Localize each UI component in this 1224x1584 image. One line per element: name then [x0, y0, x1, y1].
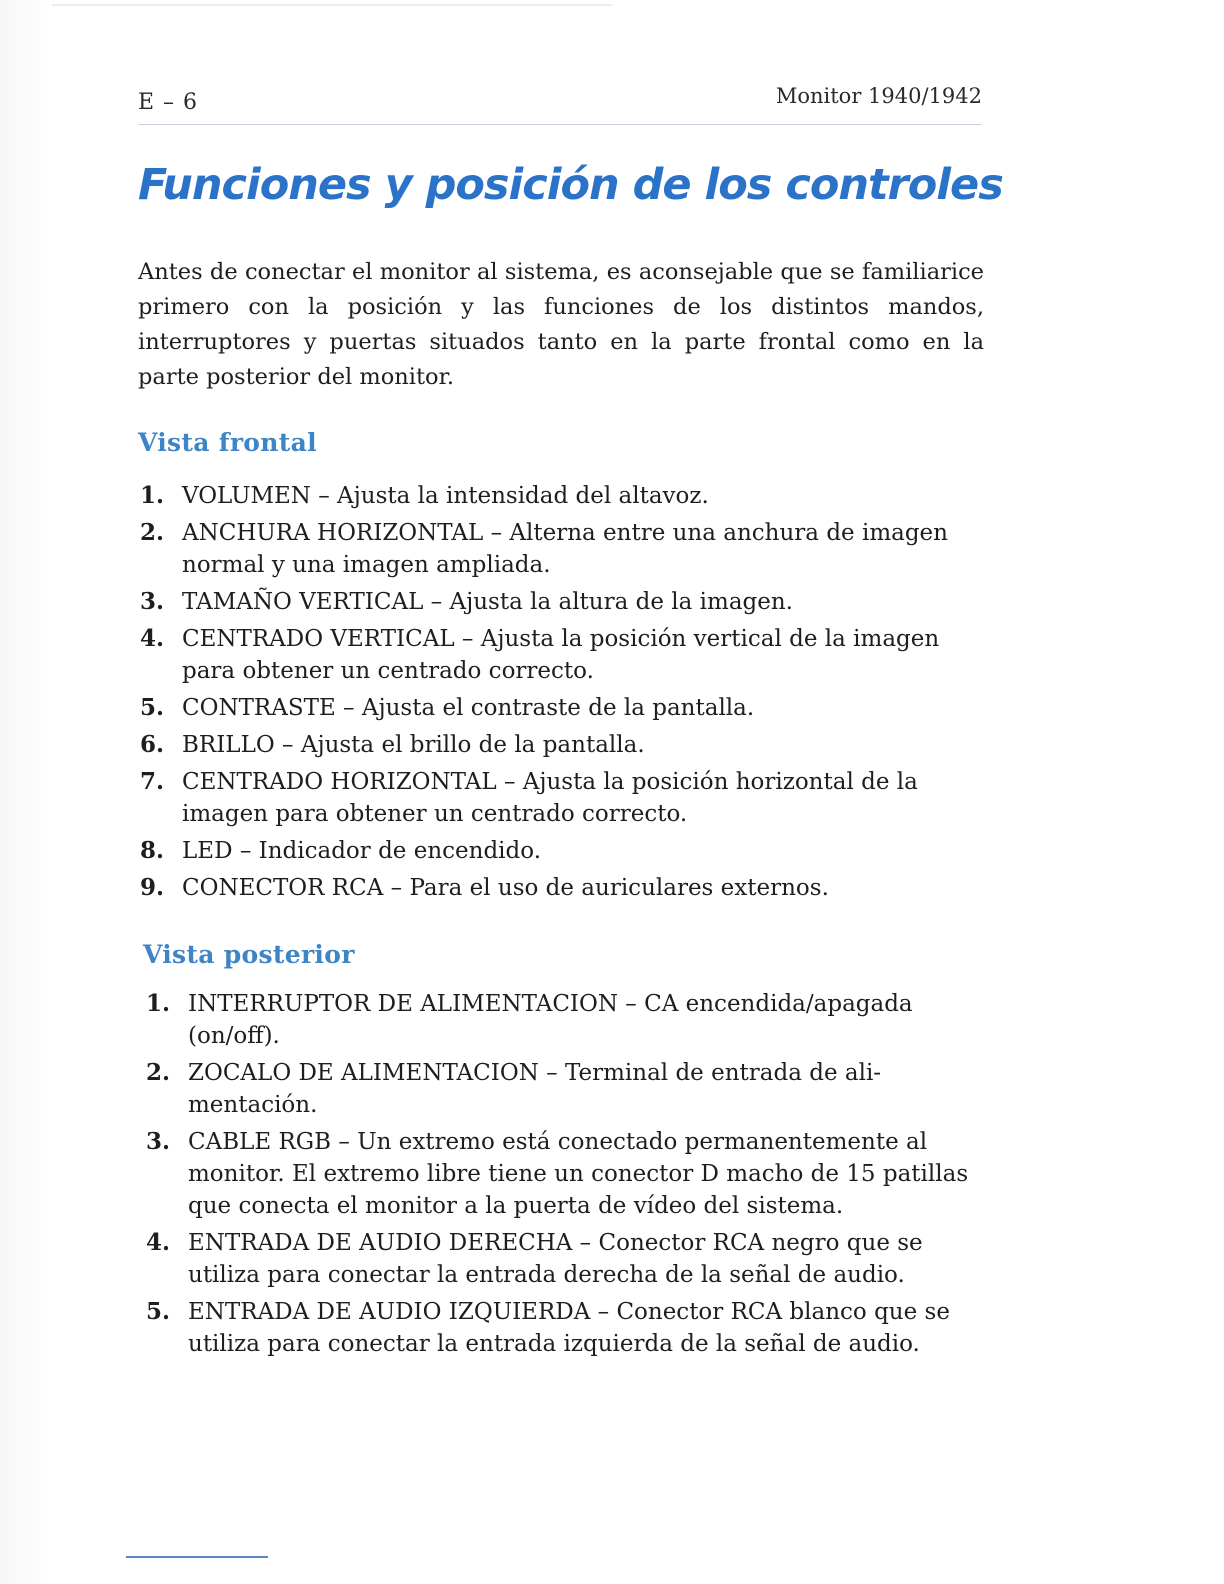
intro-paragraph: Antes de conectar el monitor al sistema, es aconsejable que se familiarice primero con la posición y las funciones de los distintos mandos, interruptores y puertas situados tanto en la parte frontal como en la parte posterior del monitor. [138, 259, 984, 390]
document-title: Monitor 1940/1942 [775, 84, 982, 108]
item-text: BRILLO – Ajusta el brillo de la pantalla. [182, 732, 645, 758]
item-number: 7. [140, 768, 165, 795]
section-title-rear-view: Vista posterior [143, 940, 355, 969]
scan-edge [52, 4, 612, 6]
item-text: ZOCALO DE ALIMENTACION – Terminal de entrada de alimentación. [188, 1060, 882, 1118]
item-number: 4. [146, 1229, 171, 1256]
list-item [146, 1227, 986, 1291]
list-item [140, 586, 980, 618]
item-number: 5. [146, 1298, 171, 1325]
item-number: 3. [146, 1128, 171, 1155]
scan-shadow [0, 0, 52, 1584]
item-number: 2. [140, 519, 165, 546]
item-number: 9. [140, 874, 165, 901]
list-item [146, 988, 986, 1052]
list-item [146, 1057, 986, 1121]
item-number: 4. [140, 625, 165, 652]
list-item [140, 623, 980, 687]
item-text: CENTRADO HORIZONTAL – Ajusta la posición horizontal de la imagen para obtener un centrado correcto. [182, 769, 918, 827]
footer-divider [126, 1556, 268, 1558]
item-number: 6. [140, 731, 165, 758]
item-number: 2. [146, 1059, 171, 1086]
rear-view-list [146, 988, 986, 1365]
list-item [146, 1126, 986, 1222]
list-item [140, 872, 980, 904]
page-header [138, 84, 982, 125]
item-number: 1. [140, 482, 165, 509]
item-number: 5. [140, 694, 165, 721]
item-text: ENTRADA DE AUDIO IZQUIERDA – Conector RCA blanco que se utiliza para conectar la entrada izquierda de la señal de audio. [188, 1299, 950, 1357]
item-text: CABLE RGB – Un extremo está conectado permanentemente al monitor. El extremo libre tiene un conector D macho de 15 patillas que conecta el monitor a la puerta de vídeo del sistema. [188, 1129, 969, 1219]
list-item [140, 729, 980, 761]
item-text: ANCHURA HORIZONTAL – Alterna entre una anchura de imagen normal y una imagen ampliada. [182, 520, 948, 578]
list-item [140, 517, 980, 581]
item-number: 1. [146, 990, 171, 1017]
item-text: TAMAÑO VERTICAL – Ajusta la altura de la imagen. [182, 589, 793, 615]
item-text: LED – Indicador de encendido. [182, 838, 542, 864]
page-number: E – 6 [138, 90, 199, 115]
list-item [140, 835, 980, 867]
item-text: CENTRADO VERTICAL – Ajusta la posición vertical de la imagen para obtener un centrado correcto. [182, 626, 940, 684]
item-text: CONECTOR RCA – Para el uso de auriculares externos. [182, 875, 829, 901]
page-title: Funciones y posición de los controles [138, 160, 1003, 210]
list-item [146, 1296, 986, 1360]
list-item [140, 692, 980, 724]
front-view-list [140, 480, 980, 909]
item-number: 3. [140, 588, 165, 615]
item-text: ENTRADA DE AUDIO DERECHA – Conector RCA negro que se utiliza para conectar la entrada derecha de la señal de audio. [188, 1230, 923, 1288]
item-text: INTERRUPTOR DE ALIMENTACION – CA encendida/apagada (on/off). [188, 991, 913, 1049]
item-text: VOLUMEN – Ajusta la intensidad del altavoz. [182, 483, 709, 509]
item-number: 8. [140, 837, 165, 864]
section-title-front-view: Vista frontal [138, 428, 317, 457]
list-item [140, 766, 980, 830]
item-text: CONTRASTE – Ajusta el contraste de la pantalla. [182, 695, 755, 721]
list-item [140, 480, 980, 512]
